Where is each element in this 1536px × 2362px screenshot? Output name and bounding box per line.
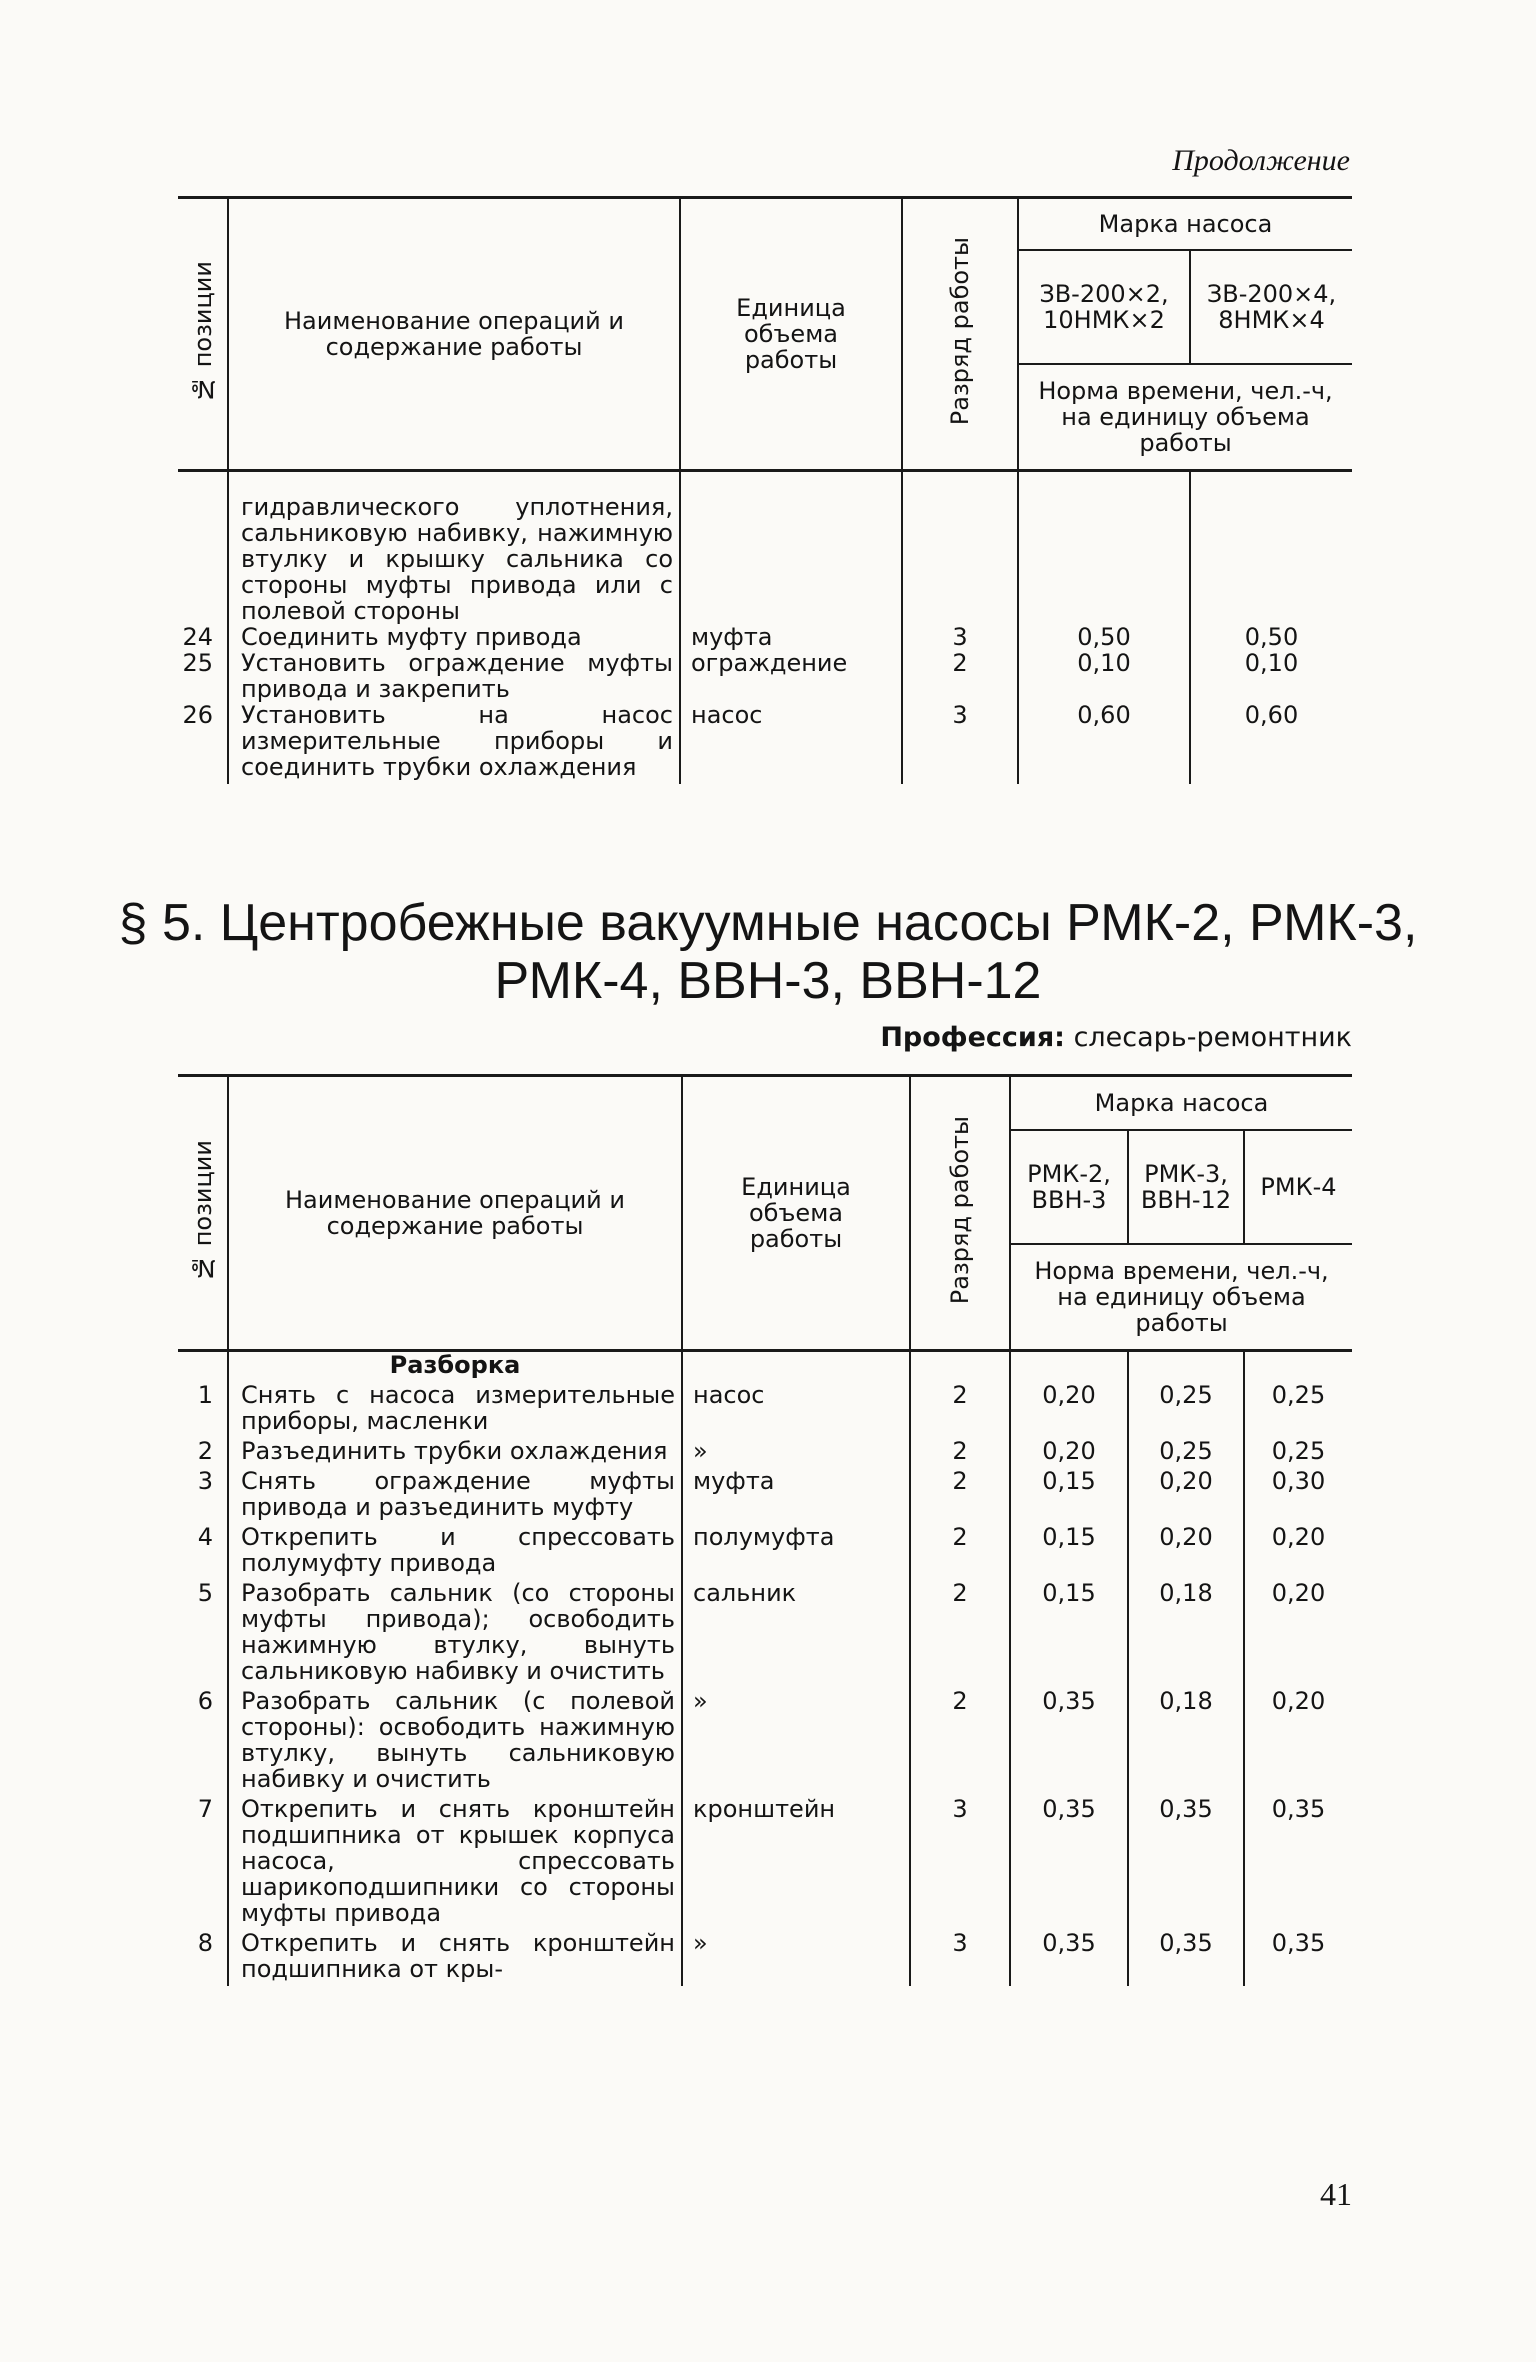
row-norm-2: 0,50 xyxy=(1190,624,1352,650)
table-row-continued xyxy=(178,471,1352,625)
row-position: 25 xyxy=(182,649,213,677)
row-operation: Открепить и спрессовать полумуфту привода xyxy=(228,1520,682,1576)
row-norm-1: 0,20 xyxy=(1010,1434,1128,1464)
table-row xyxy=(178,1684,1352,1792)
row-operation: гидравлического уплотнения, сальниковую набивку, нажимную втулку и крышку сальника со стороны муфты привода или с полевой стороны xyxy=(228,471,680,625)
section-title-line-1: § 5. Центробежные вакуумные насосы РМК-2, РМК-3, xyxy=(118,894,1418,952)
table-row xyxy=(178,1792,1352,1926)
row-position: 24 xyxy=(182,623,213,651)
row-norm-2: 0,25 xyxy=(1128,1434,1244,1464)
row-unit: полумуфта xyxy=(682,1520,910,1576)
row-unit: » xyxy=(682,1684,910,1792)
row-norm-1: 0,15 xyxy=(1010,1576,1128,1684)
table-row xyxy=(178,1434,1352,1464)
row-norm-1: 0,35 xyxy=(1010,1792,1128,1926)
row-position: 1 xyxy=(197,1381,213,1409)
col-position-header: № позиции xyxy=(178,198,228,470)
table-row xyxy=(178,1378,1352,1434)
table-row xyxy=(178,624,1352,650)
section-title-line-2: РМК-4, ВВН-3, ВВН-12 xyxy=(494,952,1042,1010)
row-operation: Снять ограждение муфты привода и разъединить муфту xyxy=(228,1464,682,1520)
norm-table-2 xyxy=(178,1074,1352,1986)
row-unit: муфта xyxy=(682,1464,910,1520)
row-norm-2: 0,35 xyxy=(1128,1792,1244,1926)
row-grade: 2 xyxy=(910,1464,1010,1520)
table-row xyxy=(178,1926,1352,1986)
brand-header-2: ЗВ-200×4, 8НМК×4 xyxy=(1190,250,1352,364)
row-grade: 2 xyxy=(910,1434,1010,1464)
norm-table-1 xyxy=(178,196,1352,784)
row-operation: Снять с насоса измерительные приборы, масленки xyxy=(228,1378,682,1434)
row-norm-3: 0,20 xyxy=(1244,1520,1352,1576)
row-norm-3: 0,25 xyxy=(1244,1378,1352,1434)
row-unit: муфта xyxy=(680,624,902,650)
row-unit: » xyxy=(682,1434,910,1464)
row-operation: Открепить и снять кронштейн подшипника от кры- xyxy=(228,1926,682,1986)
row-grade: 3 xyxy=(902,624,1018,650)
row-norm-3: 0,20 xyxy=(1244,1684,1352,1792)
table-body xyxy=(178,471,1352,785)
profession-value: слесарь-ремонтник xyxy=(1073,1022,1352,1053)
row-norm-2: 0,20 xyxy=(1128,1520,1244,1576)
continued-label: Продолжение xyxy=(1172,144,1350,177)
row-norm-1: 0,60 xyxy=(1018,702,1190,784)
row-norm-1: 0,35 xyxy=(1010,1684,1128,1792)
table-row xyxy=(178,702,1352,784)
row-operation: Разобрать сальник (со стороны муфты привода); освободить нажимную втулку, вынуть сальниковую набивку и очистить xyxy=(228,1576,682,1684)
col-grade-header: Разряд работы xyxy=(902,198,1018,470)
row-position: 26 xyxy=(182,701,213,729)
col-grade-header: Разряд работы xyxy=(910,1076,1010,1350)
norm-header: Норма времени, чел.-ч, на единицу объема работы xyxy=(1018,364,1352,469)
brand-group-header: Марка насоса xyxy=(1010,1076,1352,1131)
row-norm-1: 0,10 xyxy=(1018,650,1190,702)
row-position: 5 xyxy=(197,1579,213,1607)
table-header xyxy=(178,1076,1352,1351)
row-position: 6 xyxy=(197,1687,213,1715)
row-operation: Разобрать сальник (с полевой стороны): освободить нажимную втулку, вынуть сальниковую набивку и очистить xyxy=(228,1684,682,1792)
row-position: 4 xyxy=(197,1523,213,1551)
row-norm-1: 0,35 xyxy=(1010,1926,1128,1986)
row-norm-1: 0,50 xyxy=(1018,624,1190,650)
row-unit: сальник xyxy=(682,1576,910,1684)
table-row xyxy=(178,1464,1352,1520)
profession-label: Профессия: xyxy=(880,1022,1065,1053)
col-operation-header: Наименование операций и содержание работы xyxy=(228,198,680,470)
row-norm-1: 0,15 xyxy=(1010,1520,1128,1576)
brand-header-2: РМК-3, ВВН-12 xyxy=(1128,1130,1244,1244)
row-grade: 2 xyxy=(902,650,1018,702)
row-grade: 3 xyxy=(910,1926,1010,1986)
row-unit: насос xyxy=(680,702,902,784)
table-row xyxy=(178,1576,1352,1684)
col-operation-header: Наименование операций и содержание работы xyxy=(228,1076,682,1350)
norm-header: Норма времени, чел.-ч, на единицу объема работы xyxy=(1010,1244,1352,1349)
section-subheading: Разборка xyxy=(228,1351,682,1379)
brand-group-header: Марка насоса xyxy=(1018,198,1352,251)
row-norm-2: 0,60 xyxy=(1190,702,1352,784)
row-unit: кронштейн xyxy=(682,1792,910,1926)
row-norm-2: 0,35 xyxy=(1128,1926,1244,1986)
table-header xyxy=(178,198,1352,471)
row-position: 7 xyxy=(197,1795,213,1823)
row-norm-3: 0,30 xyxy=(1244,1464,1352,1520)
row-norm-2: 0,10 xyxy=(1190,650,1352,702)
row-norm-3: 0,35 xyxy=(1244,1926,1352,1986)
row-grade: 3 xyxy=(902,702,1018,784)
brand-header-3: РМК-4 xyxy=(1244,1130,1352,1244)
row-norm-3: 0,25 xyxy=(1244,1434,1352,1464)
section-title xyxy=(0,894,1536,1010)
table-subheading-row xyxy=(178,1351,1352,1379)
row-norm-2: 0,25 xyxy=(1128,1378,1244,1434)
row-grade: 2 xyxy=(910,1684,1010,1792)
row-unit: » xyxy=(682,1926,910,1986)
row-unit: насос xyxy=(682,1378,910,1434)
row-grade: 2 xyxy=(910,1378,1010,1434)
row-norm-3: 0,20 xyxy=(1244,1576,1352,1684)
table-body xyxy=(178,1351,1352,1987)
row-position: 2 xyxy=(197,1437,213,1465)
col-unit-header: Единица объема работы xyxy=(682,1076,910,1350)
row-grade: 2 xyxy=(910,1520,1010,1576)
row-operation: Установить ограждение муфты привода и закрепить xyxy=(228,650,680,702)
row-norm-1: 0,15 xyxy=(1010,1464,1128,1520)
row-norm-3: 0,35 xyxy=(1244,1792,1352,1926)
brand-header-1: РМК-2, ВВН-3 xyxy=(1010,1130,1128,1244)
row-position: 3 xyxy=(197,1467,213,1495)
row-operation: Разъединить трубки охлаждения xyxy=(228,1434,682,1464)
row-grade: 2 xyxy=(910,1576,1010,1684)
table-row xyxy=(178,650,1352,702)
col-unit-header: Единица объема работы xyxy=(680,198,902,470)
col-position-header: № позиции xyxy=(178,1076,228,1350)
row-operation: Открепить и снять кронштейн подшипника от крышек корпуса насоса, спрессовать шарикоподшипники со стороны муфты привода xyxy=(228,1792,682,1926)
row-unit: ограждение xyxy=(680,650,902,702)
page-number: 41 xyxy=(1320,2176,1352,2212)
table-row xyxy=(178,1520,1352,1576)
row-norm-2: 0,18 xyxy=(1128,1576,1244,1684)
row-norm-2: 0,18 xyxy=(1128,1684,1244,1792)
brand-header-1: ЗВ-200×2, 10НМК×2 xyxy=(1018,250,1190,364)
row-operation: Соединить муфту привода xyxy=(228,624,680,650)
row-operation: Установить на насос измерительные приборы и соединить трубки охлаждения xyxy=(228,702,680,784)
row-norm-1: 0,20 xyxy=(1010,1378,1128,1434)
row-grade: 3 xyxy=(910,1792,1010,1926)
profession-line xyxy=(880,1022,1352,1053)
row-position: 8 xyxy=(197,1929,213,1957)
row-norm-2: 0,20 xyxy=(1128,1464,1244,1520)
